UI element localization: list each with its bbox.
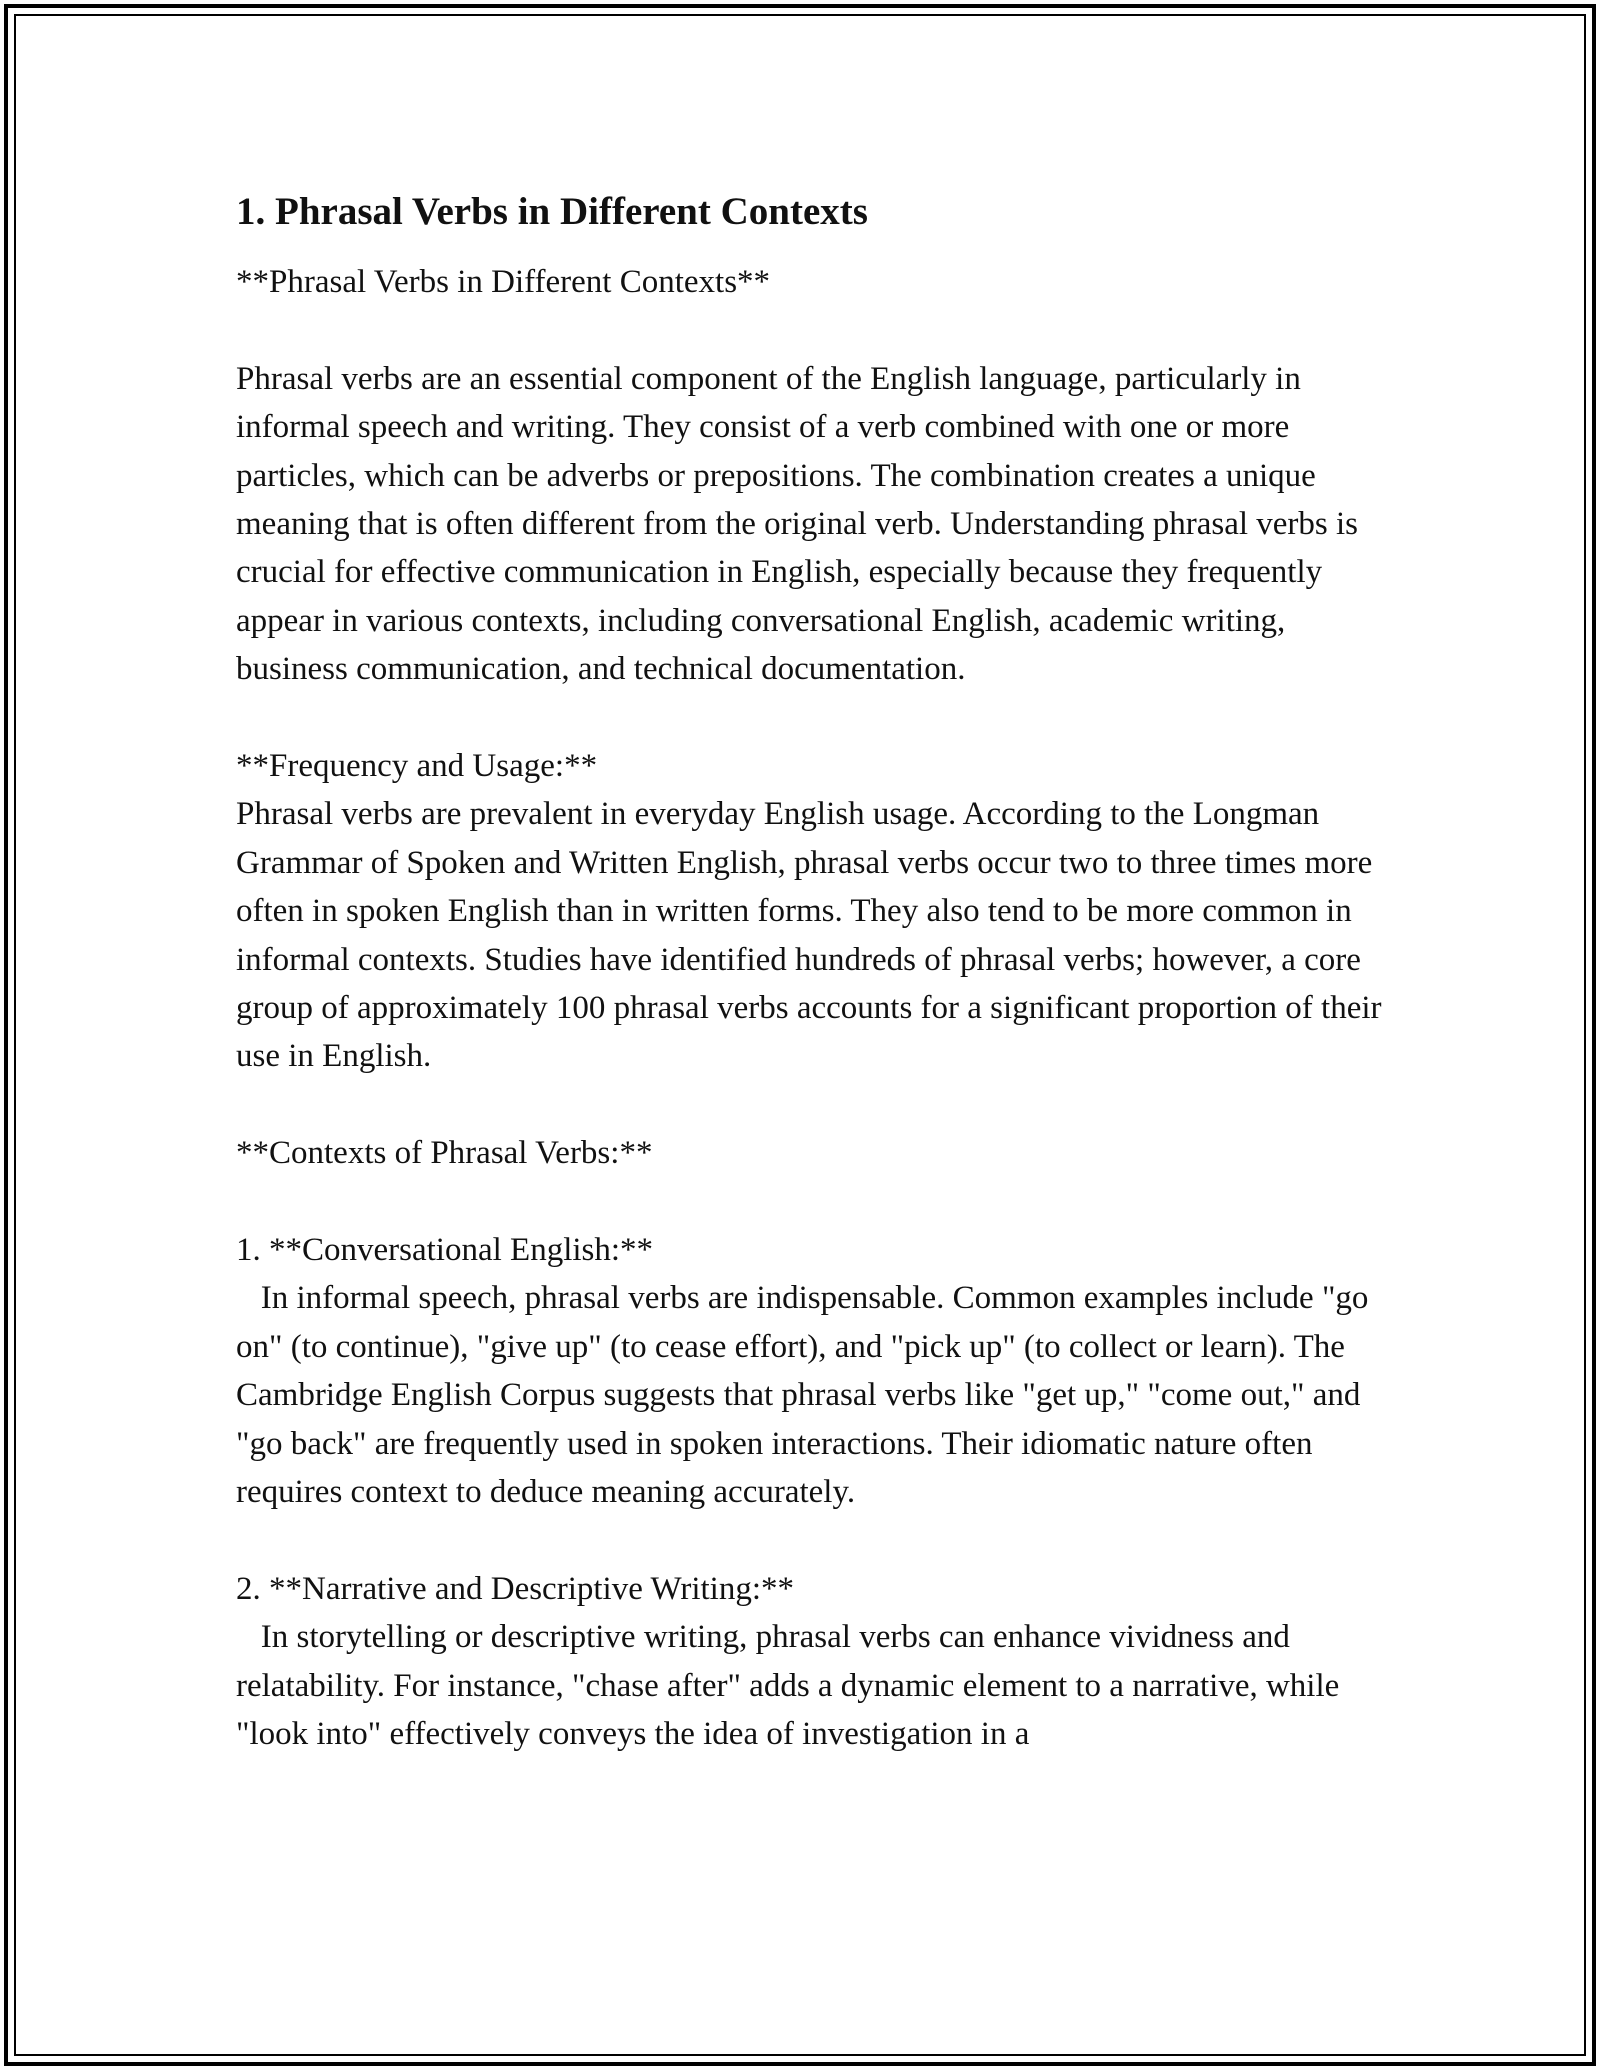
spacer	[236, 1517, 1386, 1565]
item-1-paragraph: In informal speech, phrasal verbs are indispensable. Common examples include "go on" (to continue), "give up" (to cease effort), and "pick up" (to collect or learn). The Cambridge English Corpus suggests that phrasal verbs like "get up," "come out," and "go back" are frequently used in spoken interactions. Their idiomatic nature often requires context to deduce meaning accurately.	[236, 1280, 1377, 1511]
frequency-paragraph: Phrasal verbs are prevalent in everyday English usage. According to the Longman Grammar of Spoken and Written English, phrasal verbs occur two to three times more often in spoken English than in written forms. They also tend to be more common in informal contexts. Studies have identified hundreds of phrasal verbs; however, a core group of approximately 100 phrasal verbs accounts for a significant proportion of their use in English.	[236, 796, 1390, 1075]
item-1-heading: 1. **Conversational English:**	[236, 1232, 654, 1269]
item-2-paragraph: In storytelling or descriptive writing, phrasal verbs can enhance vividness and relatability. For instance, "chase after" adds a dynamic element to a narrative, while "look into" effectively conveys the idea of investigation in a	[236, 1619, 1348, 1753]
frequency-heading: **Frequency and Usage:**	[236, 748, 598, 785]
section-heading: 1. Phrasal Verbs in Different Contexts	[236, 190, 868, 233]
spacer	[236, 1178, 1386, 1226]
spacer	[236, 306, 1386, 354]
item-2-heading: 2. **Narrative and Descriptive Writing:**	[236, 1570, 794, 1607]
spacer	[236, 1081, 1386, 1129]
document-body	[236, 182, 1390, 1759]
contexts-heading: **Contexts of Phrasal Verbs:**	[236, 1135, 653, 1172]
intro-paragraph: Phrasal verbs are an essential component of the English language, particularly in informal speech and writing. They consist of a verb combined with one or more particles, which can be adverbs or prepositions. The combination creates a unique meaning that is often different from the original verb. Understanding phrasal verbs is crucial for effective communication in English, especially because they frequently appear in various contexts, including conversational English, academic writing, business communication, and technical documentation.	[236, 360, 1367, 688]
spacer	[236, 694, 1386, 742]
section-subtitle: **Phrasal Verbs in Different Contexts**	[236, 264, 771, 300]
